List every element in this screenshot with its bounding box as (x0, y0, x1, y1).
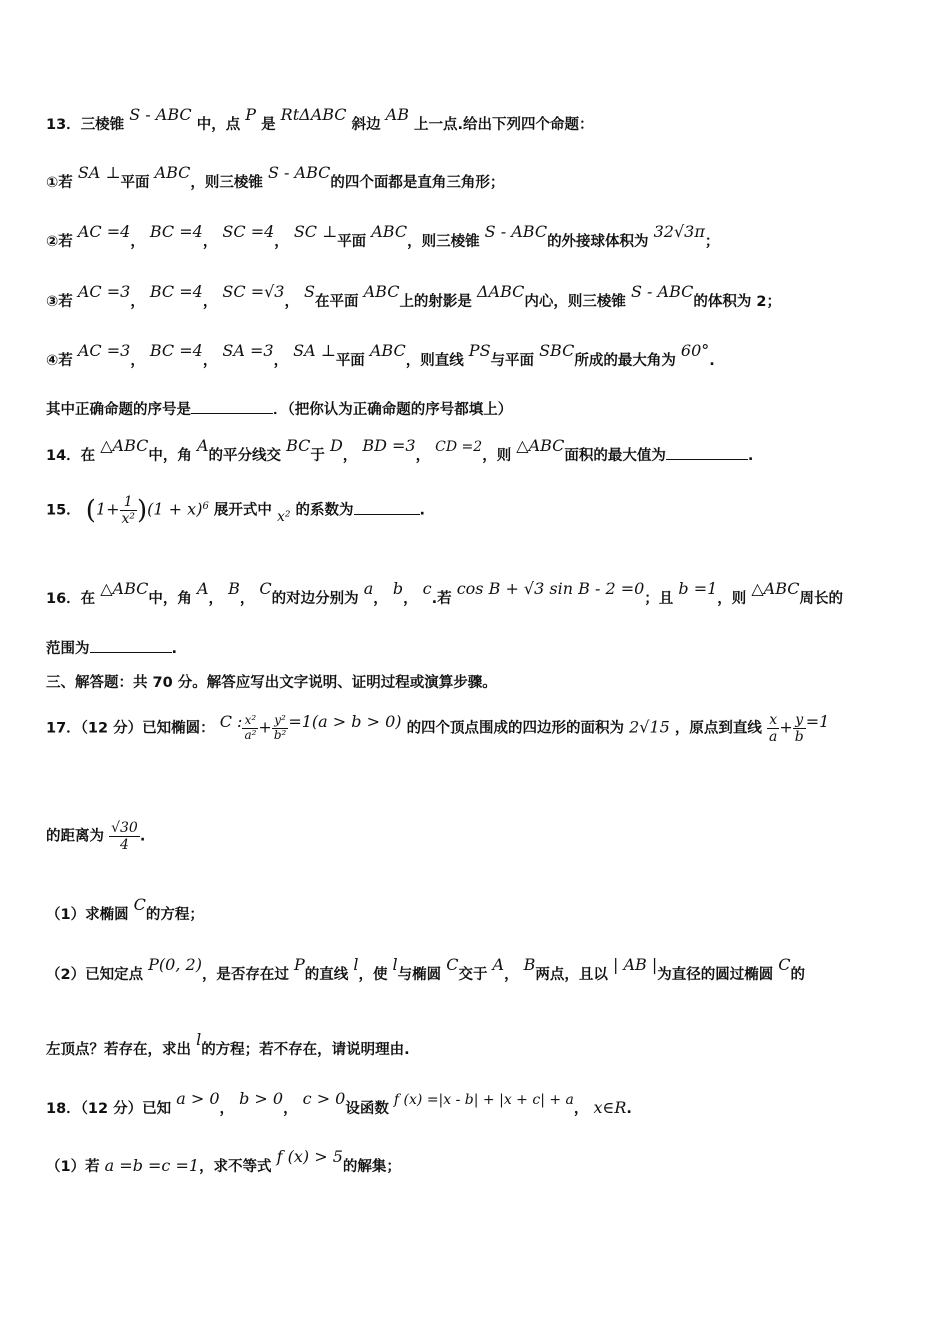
q13-answer-line: 其中正确命题的序号是 ．（把你认为正确命题的序号都填上） (46, 402, 513, 418)
section-heading: 三、解答题：共 70 分。解答应写出文字说明、证明过程或演算步骤。 (46, 675, 497, 691)
q18-part-1: （1）若 a =b =c =1，求不等式 f (x) > 5的解集； (46, 1147, 401, 1175)
q16-line-2: 范围为 . (46, 641, 178, 657)
q17-part-1: （1）求椭圆 C的方程； (46, 895, 204, 923)
q17-distance: 的距离为 $\frac{√30}{4}$ . (46, 820, 146, 854)
q16-stem: 16．在 △ABC中，角 A， B， C的对边分别为 a， b， c.若 cos B + √3 sin B - 2 =0；且 b =1，则 △ABC周长的 (46, 579, 843, 607)
answer-blank[interactable] (90, 651, 172, 653)
fraction: $\frac{1}{\text{x²}}$ (121, 494, 136, 528)
q18-stem: 18．（12 分）已知 a > 0， b > 0， c > 0设函数 f (x) =|x - b| + |x + c| + a， x∈R. (46, 1089, 632, 1117)
q15-stem: 15． (1+ $\frac{1}{\text{x²}}$ )$(1 + x)^6$ 展开式中 x² 的系数为 . (46, 494, 426, 528)
q13-item-4: ④若 AC =3， BC =4， SA =3， SA ⊥平面 ABC，则直线 PS与平面 SBC所成的最大角为 60°. (46, 341, 715, 369)
math-sabc: S - ABC (129, 105, 192, 124)
q13-item-1: ①若 SA ⊥平面 ABC，则三棱锥 S - ABC的四个面都是直角三角形； (46, 163, 505, 191)
math-p: P (245, 105, 257, 124)
math-rt-abc: RtΔABC (280, 105, 347, 124)
math-ab: AB (385, 105, 409, 124)
q14-stem: 14．在 △ABC中，角 A的平分线交 BC于 D， BD =3， CD =2，则 △ABC面积的最大值为 . (46, 436, 754, 464)
q13-stem: 13．三棱锥 S - ABC 中，点 P 是 RtΔABC 斜边 AB 上一点.给出下列四个命题： (46, 105, 594, 133)
answer-blank[interactable] (191, 412, 273, 414)
answer-blank[interactable] (666, 458, 748, 460)
q17-part-2-line-2: 左顶点？若存在，求出 l的方程；若不存在，请说明理由. (46, 1030, 410, 1058)
right-paren: ) (137, 495, 148, 526)
q17-part-2: （2）已知定点 P(0, 2)，是否存在过 P的直线 l，使 l与椭圆 C交于 A， B两点，且以 | AB |为直径的圆过椭圆 C的 (46, 955, 806, 983)
left-paren: ( (85, 495, 96, 526)
q17-stem: 17．（12 分）已知椭圆： C : $\frac{\text{x²}}{\text{a²}}$ + $\frac{\text{y²}}{\text{b²}}$ =1(a > b > 0) 的四个顶点围成的四边形的面积为 2√15 ，原点到直线 $\frac{x}{a}$ + $\frac{y}{b}$ =1 (46, 711, 830, 746)
q13-item-3: ③若 AC =3， BC =4， SC =√3， S在平面 ABC上的射影是 ΔABC内心，则三棱锥 S - ABC的体积为 2； (46, 282, 781, 310)
answer-blank[interactable] (354, 513, 420, 515)
q13-item-2: ②若 AC =4， BC =4， SC =4， SC ⊥平面 ABC，则三棱锥 S - ABC的外接球体积为 32√3π； (46, 222, 720, 250)
